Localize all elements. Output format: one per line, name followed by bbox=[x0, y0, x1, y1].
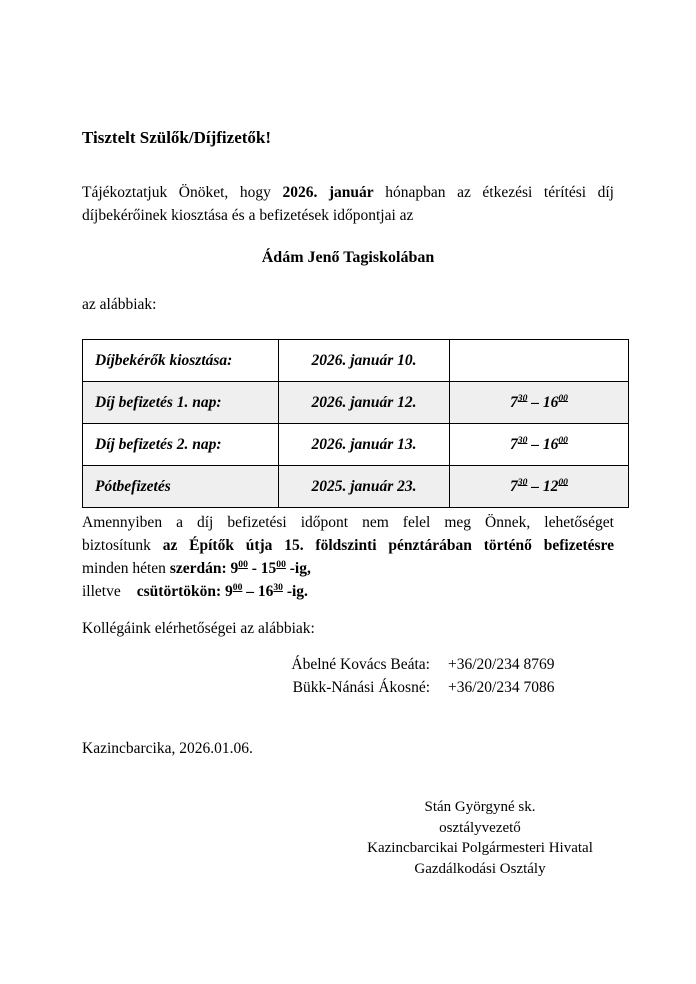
row-time-cell bbox=[450, 466, 629, 508]
time-minutes-sup: 30 bbox=[517, 434, 528, 446]
row-label-cell: Díj befizetés 1. nap: bbox=[83, 382, 279, 424]
row-time-cell bbox=[450, 424, 629, 466]
time-minutes-sup: 00 bbox=[232, 581, 243, 593]
row-date-cell: 2026. január 10. bbox=[279, 340, 450, 382]
signature-department: Gazdálkodási Osztály bbox=[414, 860, 546, 877]
time-minutes-sup: 30 bbox=[517, 392, 528, 404]
contact-name: Bükk-Nánási Ákosné: bbox=[292, 679, 430, 696]
row-label-cell: Díjbekérők kiosztása: bbox=[83, 340, 279, 382]
weekly-text: minden héten bbox=[82, 560, 170, 577]
below-label: az alábbiak: bbox=[82, 296, 157, 313]
page-title: Tisztelt Szülők/Díjfizetők! bbox=[82, 128, 272, 147]
intro-month-bold: 2026. január bbox=[282, 184, 374, 201]
row-date-cell: 2026. január 12. bbox=[279, 382, 450, 424]
signature-role: osztályvezető bbox=[439, 819, 521, 836]
contact-phone: +36/20/234 8769 bbox=[448, 656, 555, 673]
contact-row bbox=[276, 676, 554, 699]
intro-text-post: hónapban az étkezési térítési díj bbox=[373, 184, 614, 201]
thursday-suffix: -ig. bbox=[282, 583, 308, 600]
contact-row bbox=[276, 653, 554, 676]
time-minutes-sup: 30 bbox=[517, 476, 528, 488]
payment-note-line1: Amennyiben a díj befizetési időpont nem felel meg Önnek, lehetőséget bbox=[82, 514, 614, 531]
signature-block bbox=[330, 797, 630, 879]
row-date-cell: 2025. január 23. bbox=[279, 466, 450, 508]
table-row bbox=[83, 382, 629, 424]
intro-text-pre: Tájékoztatjuk Önöket, hogy bbox=[82, 184, 283, 201]
payment-schedule-table bbox=[82, 339, 629, 508]
thursday-until: – 16 bbox=[242, 583, 274, 600]
row-time-cell bbox=[450, 340, 629, 382]
contact-name: Ábelné Kovács Beáta: bbox=[291, 656, 430, 673]
table-row bbox=[83, 424, 629, 466]
time-minutes-sup-2: 00 bbox=[558, 434, 568, 446]
payment-note-line3 bbox=[82, 557, 614, 580]
time-minutes-sup-2: 00 bbox=[558, 476, 568, 488]
or-text: illetve bbox=[82, 583, 121, 600]
payment-note-line4 bbox=[82, 580, 614, 603]
table-row bbox=[83, 466, 629, 508]
contacts-block bbox=[276, 653, 554, 699]
time-hours-2: – 16 bbox=[527, 393, 559, 411]
time-minutes-sup-2: 00 bbox=[276, 558, 286, 570]
wednesday-suffix: -ig, bbox=[285, 560, 311, 577]
time-hours: 7 bbox=[510, 393, 518, 411]
wednesday-until: - 15 bbox=[247, 560, 277, 577]
signature-name: Stán Györgyné sk. bbox=[424, 799, 536, 815]
contact-phone: +36/20/234 7086 bbox=[448, 679, 555, 696]
payment-note-line2 bbox=[82, 534, 614, 557]
table-row bbox=[83, 340, 629, 382]
wednesday-hours-bold bbox=[170, 560, 311, 577]
time-hours-2: – 12 bbox=[527, 477, 559, 495]
intro-paragraph-line2: díjbekérőinek kiosztása és a befizetések időpontjai az bbox=[82, 207, 414, 224]
signature-office: Kazincbarcikai Polgármesteri Hivatal bbox=[367, 840, 593, 856]
time-hours: 7 bbox=[510, 477, 518, 495]
contacts-heading: Kollégáink elérhetőségei az alábbiak: bbox=[82, 620, 315, 637]
wednesday-label: szerdán: 9 bbox=[169, 560, 239, 577]
row-date-cell: 2026. január 13. bbox=[279, 424, 450, 466]
time-minutes-sup-2: 00 bbox=[558, 392, 568, 404]
school-name-heading: Ádám Jenő Tagiskolában bbox=[261, 249, 435, 266]
time-minutes-sup-2: 30 bbox=[273, 581, 283, 593]
intro-paragraph-line1 bbox=[82, 181, 614, 204]
row-label-cell: Díj befizetés 2. nap: bbox=[83, 424, 279, 466]
date-place-line: Kazincbarcika, 2026.01.06. bbox=[82, 740, 253, 757]
row-time-cell bbox=[450, 382, 629, 424]
time-minutes-sup: 00 bbox=[238, 558, 248, 570]
thursday-hours-bold bbox=[137, 583, 308, 600]
time-hours: 7 bbox=[510, 435, 518, 453]
payment-location-bold: az Építők útja 15. földszinti pénztárában történő befizetésre bbox=[162, 537, 615, 554]
time-hours-2: – 16 bbox=[527, 435, 559, 453]
payment-note-pre: biztosítunk bbox=[82, 537, 163, 554]
row-label-cell: Pótbefizetés bbox=[83, 466, 279, 508]
thursday-label: csütörtökön: 9 bbox=[136, 583, 233, 600]
